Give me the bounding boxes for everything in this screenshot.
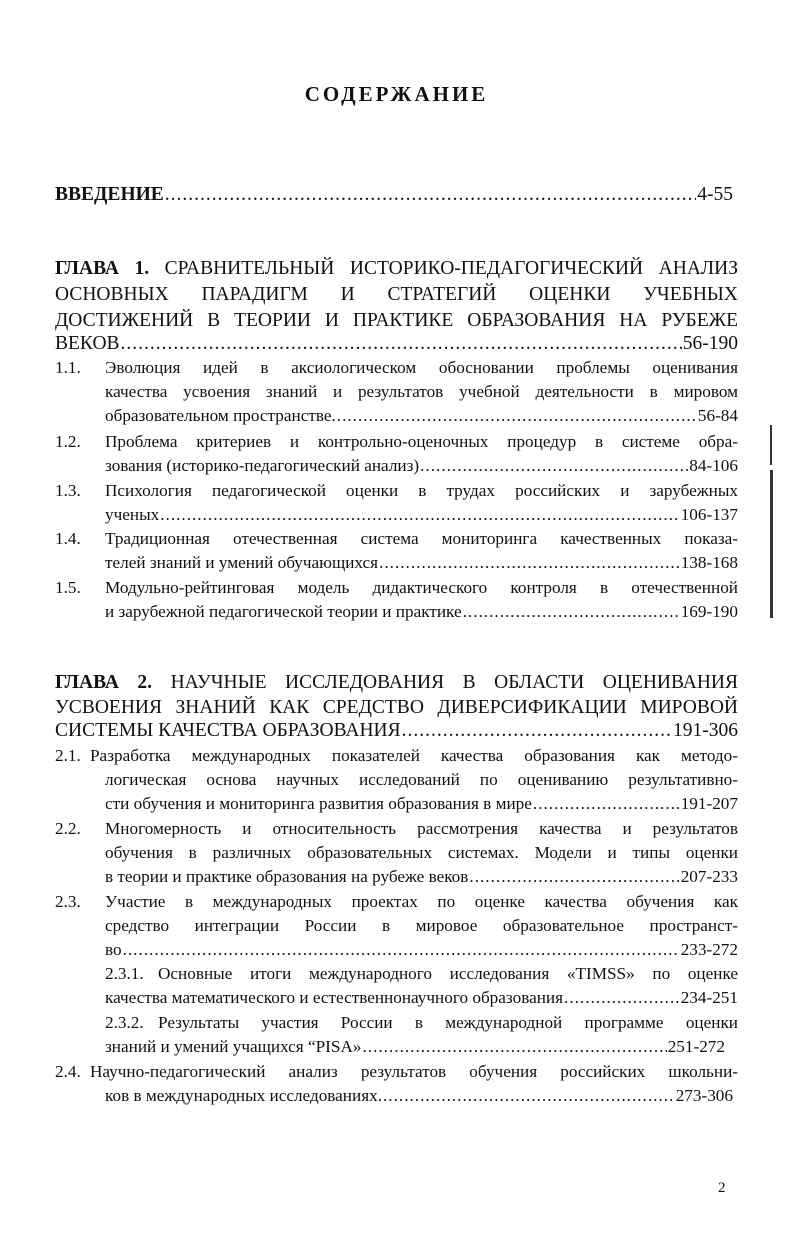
section-text: ученых xyxy=(105,505,160,524)
dot-leader xyxy=(469,865,679,889)
section-1-4-line2 xyxy=(105,551,738,575)
section-2-3-1-line1: Основные итоги международного исследования «TIMSS» по оценке xyxy=(158,964,738,983)
page-number: 2 xyxy=(718,1180,726,1196)
subsection-number: 2.3.2. xyxy=(105,1013,144,1032)
dot-leader xyxy=(165,182,696,208)
section-pages: 234-251 xyxy=(680,988,738,1007)
section-pages: 233-272 xyxy=(680,940,738,959)
section-1-1-line3 xyxy=(105,404,738,428)
section-pages: 138-168 xyxy=(680,553,738,572)
section-pages: 191-207 xyxy=(680,794,738,813)
section-number: 2.1. xyxy=(55,746,81,765)
section-pages: 106-137 xyxy=(680,505,738,524)
section-1-1-line1: Эволюция идей в аксиологическом обосновании проблемы оценивания xyxy=(105,358,738,377)
section-text: ков в международных исследованиях. xyxy=(105,1086,382,1105)
section-number: 1.1. xyxy=(55,358,81,377)
section-number: 1.2. xyxy=(55,432,81,451)
dot-leader xyxy=(123,938,680,962)
section-text: образовательном пространстве. xyxy=(105,406,336,425)
section-2-1-line2: логическая основа научных исследований по оцениванию результативно- xyxy=(105,770,738,789)
chapter2-heading-line3 xyxy=(55,718,738,744)
dot-leader xyxy=(121,331,682,357)
section-2-3-line2: средство интеграции России в мировое образовательное пространст- xyxy=(105,916,738,935)
chapter2-title-part1: НАУЧНЫЕ ИССЛЕДОВАНИЯ В ОБЛАСТИ ОЦЕНИВАНИЯ xyxy=(170,672,738,693)
chapter1-heading-line3: ДОСТИЖЕНИЙ В ТЕОРИИ И ПРАКТИКЕ ОБРАЗОВАНИЯ НА РУБЕЖЕ xyxy=(55,310,738,331)
section-2-4-line2 xyxy=(105,1084,733,1108)
dot-leader xyxy=(337,404,697,428)
section-pages: 251-272 xyxy=(667,1037,725,1056)
dot-leader xyxy=(533,792,680,816)
section-2-3-line1: Участие в международных проектах по оценке качества обучения как xyxy=(105,892,738,911)
section-pages: 84-106 xyxy=(689,456,738,475)
section-number: 2.4. xyxy=(55,1062,81,1081)
section-1-5-line2 xyxy=(105,600,738,624)
section-1-2-line2 xyxy=(105,454,738,478)
section-1-3-line2 xyxy=(105,503,738,527)
section-1-5-line1: Модульно-рейтинговая модель дидактического контроля в отечественной xyxy=(105,578,738,597)
section-1-3-line1: Психология педагогической оценки в трудах российских и зарубежных xyxy=(105,481,738,500)
chapter1-pages: 56-190 xyxy=(682,333,738,354)
section-2-3-line3 xyxy=(105,938,738,962)
section-text: знаний и умений учащихся “PISA» xyxy=(105,1037,362,1056)
section-2-3-1-line2 xyxy=(105,986,738,1010)
chapter1-heading-line2: ОСНОВНЫХ ПАРАДИГМ И СТРАТЕГИЙ ОЦЕНКИ УЧЕБНЫХ xyxy=(55,284,738,305)
section-2-3-2-line1: Результаты участия России в международной программе оценки xyxy=(158,1013,738,1032)
chapter1-title-end: ВЕКОВ xyxy=(55,333,120,354)
intro-label: ВВЕДЕНИЕ xyxy=(55,184,164,205)
section-pages: 273-306 xyxy=(675,1086,733,1105)
chapter2-label: ГЛАВА 2. xyxy=(55,672,153,693)
section-2-2-line2: обучения в различных образовательных системах. Модели и типы оценки xyxy=(105,843,738,862)
dot-leader xyxy=(379,551,680,575)
scan-edge-mark xyxy=(770,425,772,465)
section-text: качества математического и естественнонаучного образования xyxy=(105,988,564,1007)
dot-leader xyxy=(383,1084,675,1108)
chapter2-heading-line2: УСВОЕНИЯ ЗНАНИЙ КАК СРЕДСТВО ДИВЕРСИФИКАЦИИ МИРОВОЙ xyxy=(55,697,738,718)
section-pages: 169-190 xyxy=(680,602,738,621)
dot-leader xyxy=(160,503,679,527)
section-2-4-line1: Научно-педагогический анализ результатов обучения российских школьни- xyxy=(90,1062,738,1081)
section-2-1-line3 xyxy=(105,792,738,816)
subsection-number: 2.3.1. xyxy=(105,964,144,983)
section-number: 1.4. xyxy=(55,529,81,548)
dot-leader xyxy=(463,600,680,624)
section-text: в теории и практике образования на рубеже веков xyxy=(105,867,469,886)
section-number: 2.2. xyxy=(55,819,81,838)
section-2-2-line3 xyxy=(105,865,738,889)
page-title: СОДЕРЖАНИЕ xyxy=(304,82,489,106)
section-number: 2.3. xyxy=(55,892,81,911)
section-number: 1.3. xyxy=(55,481,81,500)
section-text: телей знаний и умений обучающихся xyxy=(105,553,379,572)
section-2-2-line1: Многомерность и относительность рассмотрения качества и результатов xyxy=(105,819,738,838)
section-1-4-line1: Традиционная отечественная система мониторинга качественных показа- xyxy=(105,529,738,548)
chapter1-label: ГЛАВА 1. xyxy=(55,258,150,279)
intro-pages: 4-55 xyxy=(697,184,733,205)
chapter2-title-end: СИСТЕМЫ КАЧЕСТВА ОБРАЗОВАНИЯ xyxy=(55,720,401,741)
chapter1-heading-line4 xyxy=(55,331,738,357)
section-text: зования (историко-педагогический анализ) xyxy=(105,456,420,475)
section-2-3-2-line2 xyxy=(105,1035,725,1059)
dot-leader xyxy=(362,1035,666,1059)
section-2-1-line1: Разработка международных показателей качества образования как методо- xyxy=(90,746,738,765)
dot-leader xyxy=(564,986,680,1010)
chapter2-pages: 191-306 xyxy=(673,720,738,741)
section-1-1-line2: качества усвоения знаний и результатов учебной деятельности в мировом xyxy=(105,382,738,401)
chapter1-heading-line1 xyxy=(55,256,738,282)
dot-leader xyxy=(420,454,688,478)
chapter1-title-part1: СРАВНИТЕЛЬНЫЙ ИСТОРИКО-ПЕДАГОГИЧЕСКИЙ АНАЛИЗ xyxy=(164,258,738,279)
section-number: 1.5. xyxy=(55,578,81,597)
section-pages: 207-233 xyxy=(680,867,738,886)
scan-edge-mark xyxy=(770,470,773,618)
dot-leader xyxy=(402,718,672,744)
toc-intro xyxy=(55,182,733,208)
section-pages: 56-84 xyxy=(697,406,738,425)
chapter2-heading-line1 xyxy=(55,670,738,696)
section-text: сти обучения и мониторинга развития образования в мире xyxy=(105,794,532,813)
section-1-2-line1: Проблема критериев и контрольно-оценочных процедур в системе обра- xyxy=(105,432,738,451)
section-text: и зарубежной педагогической теории и практике xyxy=(105,602,462,621)
section-text: во xyxy=(105,940,122,959)
